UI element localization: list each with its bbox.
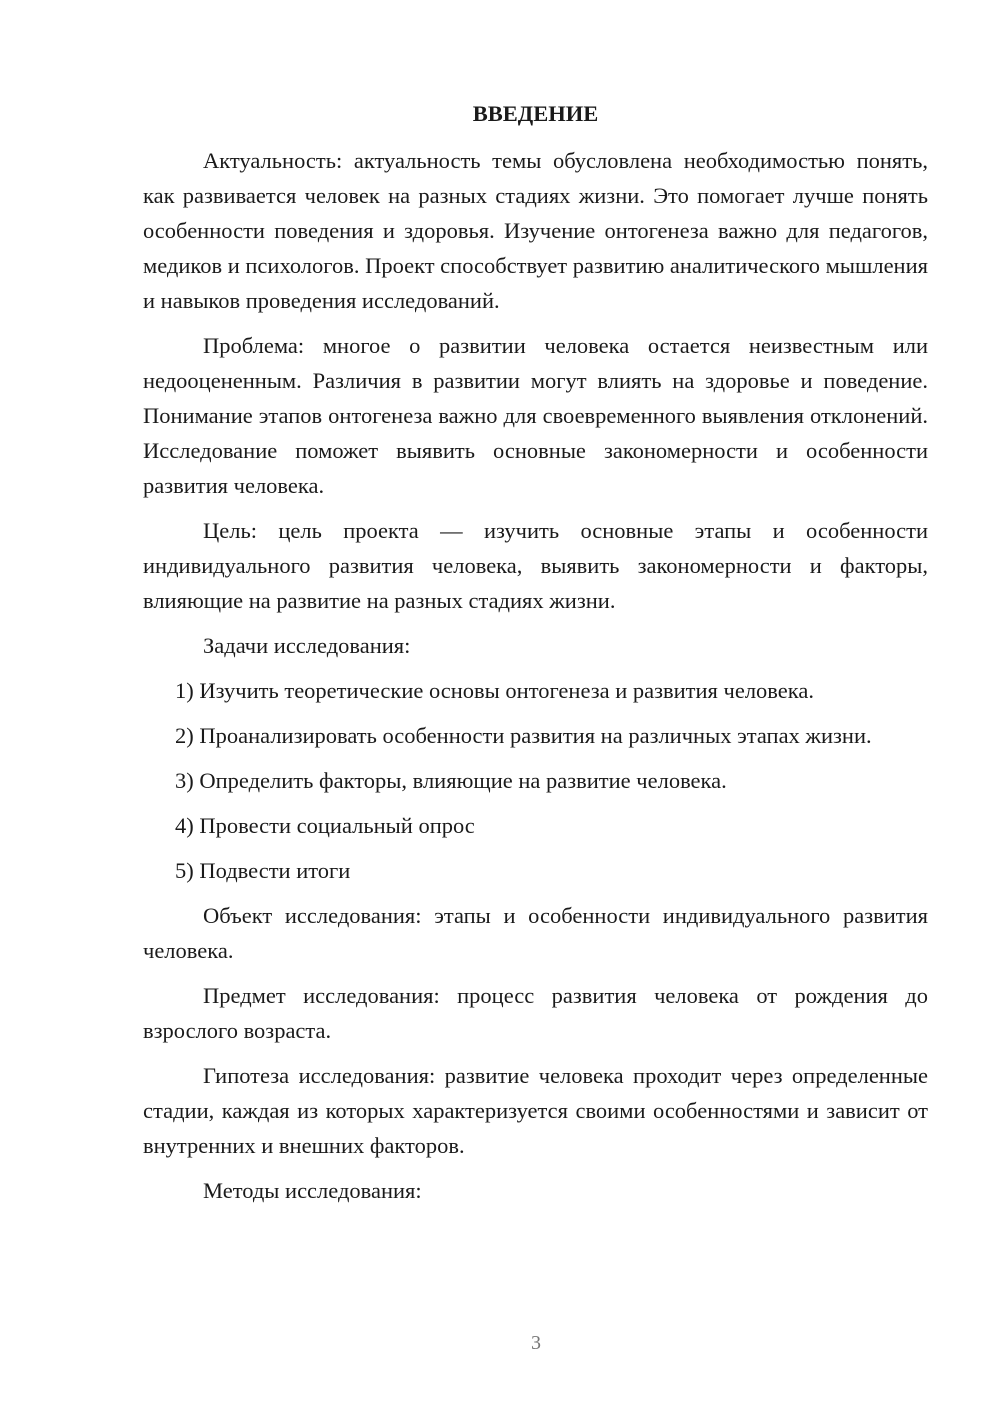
task-item-2: 2) Проанализировать особенности развития на различных этапах жизни. [175,723,872,748]
relevance-paragraph: Актуальность: актуальность темы обусловлена необходимостью понять, как развивается человек на разных стадиях жизни. Это помогает лучше понять особенности поведения и здоровья. Изучение онтогенеза важно для педагогов, медиков и психологов. Проект способствует развитию аналитического мышления и навыков проведения исследований. [143,148,928,313]
task-item-5: 5) Подвести итоги [175,858,351,883]
page-number: 3 [531,1332,541,1354]
task-item-1: 1) Изучить теоретические основы онтогенеза и развития человека. [175,678,814,703]
goal-paragraph: Цель: цель проекта — изучить основные этапы и особенности индивидуального развития человека, выявить закономерности и факторы, влияющие на развитие на разных стадиях жизни. [143,518,928,613]
section-heading: ВВЕДЕНИЕ [472,101,599,126]
subject-paragraph: Предмет исследования: процесс развития человека от рождения до взрослого возраста. [143,983,928,1043]
methods-heading: Методы исследования: [203,1178,422,1203]
hypothesis-paragraph: Гипотеза исследования: развитие человека проходит через определенные стадии, каждая из которых характеризуется своими особенностями и зависит от внутренних и внешних факторов. [143,1063,928,1158]
object-paragraph: Объект исследования: этапы и особенности индивидуального развития человека. [143,903,928,963]
problem-paragraph: Проблема: многое о развитии человека остается неизвестным или недооцененным. Различия в развитии могут влиять на здоровье и поведение. Понимание этапов онтогенеза важно для своевременного выявления отклонений. Исследование поможет выявить основные закономерности и особенности развития человека. [143,333,928,498]
page-content [143,96,928,1218]
task-item-3: 3) Определить факторы, влияющие на развитие человека. [175,768,727,793]
task-item-4: 4) Провести социальный опрос [175,813,475,838]
tasks-heading: Задачи исследования: [203,633,411,658]
